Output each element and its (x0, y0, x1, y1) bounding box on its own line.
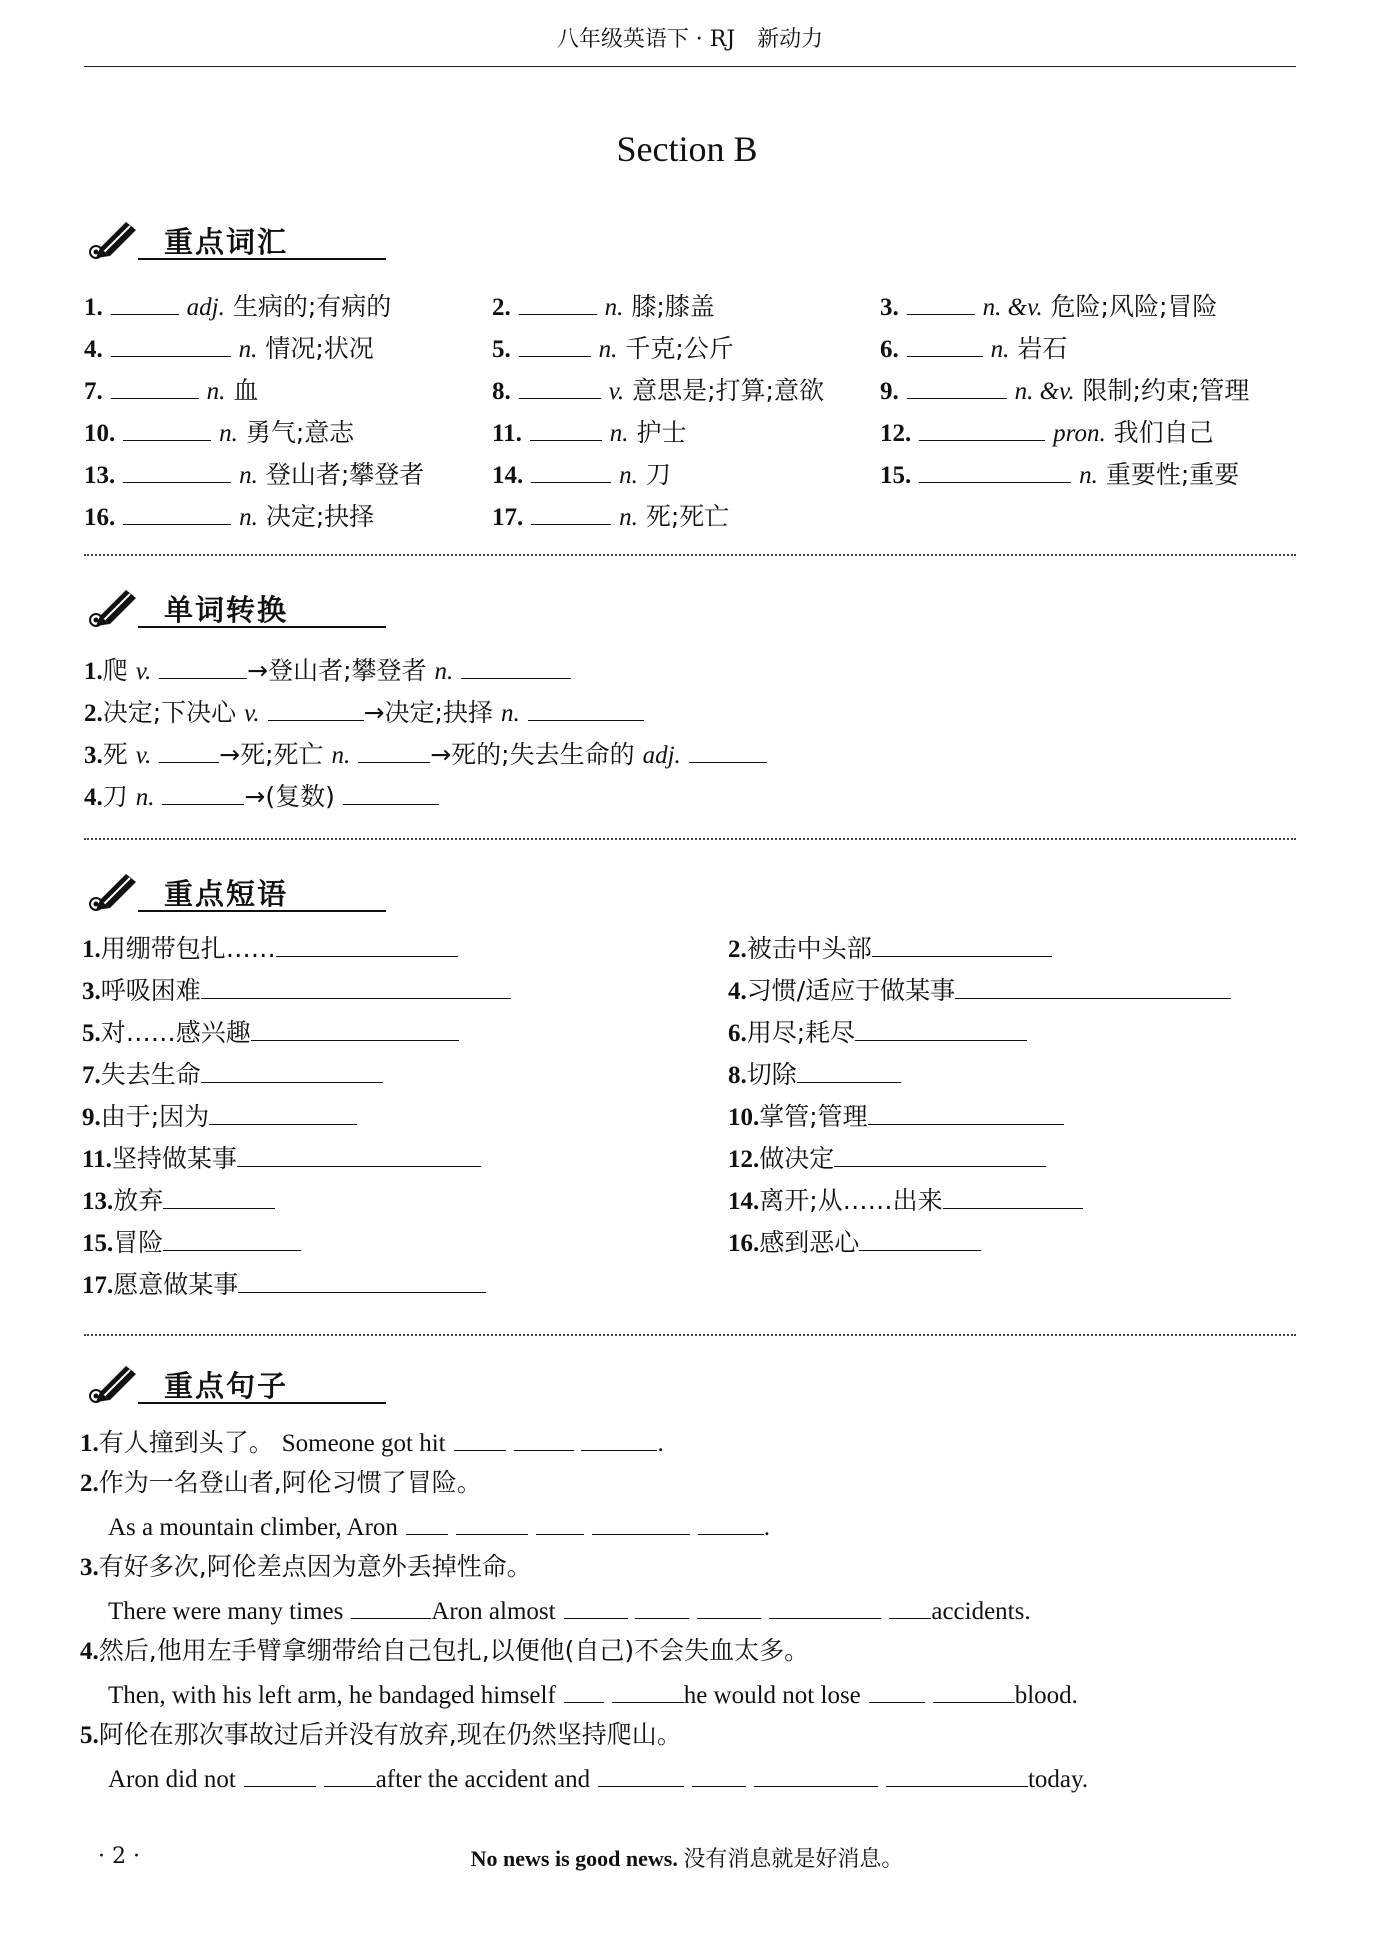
sentence-english: As a mountain climber, Aron . (108, 1508, 770, 1545)
answer-blank[interactable] (933, 1676, 1015, 1703)
vocab-item: 16. n. 决定;抉择 (84, 498, 374, 535)
answer-blank[interactable] (592, 1508, 690, 1535)
pen-icon (86, 1362, 146, 1406)
phrase-item: 9.由于;因为 (82, 1098, 357, 1135)
vocab-heading (86, 218, 386, 262)
answer-blank[interactable] (209, 1098, 357, 1125)
vocab-item: 5. n. 千克;公斤 (492, 330, 734, 367)
answer-blank[interactable] (872, 930, 1052, 957)
answer-blank[interactable] (123, 498, 231, 525)
answer-blank[interactable] (162, 778, 244, 805)
answer-blank[interactable] (201, 972, 511, 999)
vocab-item: 9. n. &v. 限制;约束;管理 (880, 372, 1249, 409)
vocab-item: 8. v. 意思是;打算;意欲 (492, 372, 824, 409)
answer-blank[interactable] (531, 498, 611, 525)
vocab-heading-label: 重点词汇 (164, 225, 289, 259)
vocab-item: 10. n. 勇气;意志 (84, 414, 354, 451)
pen-icon (86, 218, 146, 262)
answer-blank[interactable] (907, 288, 975, 315)
phrase-item: 3.呼吸困难 (82, 972, 511, 1009)
pen-icon (86, 586, 146, 630)
sentence-english: There were many times Aron almost accidents. (108, 1592, 1031, 1629)
answer-blank[interactable] (564, 1676, 604, 1703)
answer-blank[interactable] (530, 414, 602, 441)
answer-blank[interactable] (564, 1592, 628, 1619)
vocab-item: 11. n. 护士 (492, 414, 687, 451)
answer-blank[interactable] (454, 1424, 506, 1451)
header-title: 八年级英语下 · RJ 新动力 (556, 27, 824, 52)
phrase-item: 16.感到恶心 (728, 1224, 981, 1261)
sentence-item: 3.有好多次,阿伦差点因为意外丢掉性命。 (80, 1552, 532, 1581)
answer-blank[interactable] (581, 1424, 657, 1451)
vocab-item: 14. n. 刀 (492, 456, 671, 493)
dotted-divider (84, 1334, 1296, 1336)
answer-blank[interactable] (111, 372, 199, 399)
phrase-item: 13.放弃 (82, 1182, 275, 1219)
sentence-item: 5.阿伦在那次事故过后并没有放弃,现在仍然坚持爬山。 (80, 1720, 682, 1749)
answer-blank[interactable] (201, 1056, 383, 1083)
answer-blank[interactable] (689, 736, 767, 763)
answer-blank[interactable] (635, 1592, 689, 1619)
phrase-item: 6.用尽;耗尽 (728, 1014, 1027, 1051)
dotted-divider (84, 554, 1296, 556)
answer-blank[interactable] (358, 736, 430, 763)
answer-blank[interactable] (868, 1098, 1064, 1125)
answer-blank[interactable] (514, 1424, 574, 1451)
answer-blank[interactable] (919, 456, 1071, 483)
heading-underline (138, 910, 386, 912)
answer-blank[interactable] (834, 1140, 1046, 1167)
pen-icon (86, 870, 146, 914)
answer-blank[interactable] (697, 1592, 761, 1619)
sentence-english: Then, with his left arm, he bandaged himself he would not lose blood. (108, 1676, 1078, 1713)
heading-underline (138, 258, 386, 260)
vocab-item: 2. n. 膝;膝盖 (492, 288, 715, 325)
proverb-english: No news is good news. (470, 1846, 678, 1871)
sentence-item: 2.作为一名登山者,阿伦习惯了冒险。 (80, 1468, 482, 1497)
vocab-item: 6. n. 岩石 (880, 330, 1067, 367)
heading-underline (138, 1402, 386, 1404)
phrase-item: 1.用绷带包扎…… (82, 930, 458, 967)
convert-item: 3.死 v. →死;死亡 n. →死的;失去生命的 adj. (84, 736, 767, 773)
answer-blank[interactable] (238, 1266, 486, 1293)
phrase-item: 5.对……感兴趣 (82, 1014, 459, 1051)
page-number: · 2 · (98, 1844, 140, 1869)
answer-blank[interactable] (456, 1508, 528, 1535)
dotted-divider (84, 838, 1296, 840)
answer-blank[interactable] (692, 1760, 746, 1787)
answer-blank[interactable] (869, 1676, 925, 1703)
answer-blank[interactable] (351, 1592, 431, 1619)
sentences-heading-label: 重点句子 (164, 1369, 289, 1403)
answer-blank[interactable] (159, 736, 219, 763)
vocab-item: 3. n. &v. 危险;风险;冒险 (880, 288, 1217, 325)
answer-blank[interactable] (598, 1760, 684, 1787)
answer-blank[interactable] (754, 1760, 878, 1787)
answer-blank[interactable] (886, 1760, 1028, 1787)
phrase-item: 11.坚持做某事 (82, 1140, 481, 1177)
answer-blank[interactable] (324, 1760, 376, 1787)
answer-blank[interactable] (519, 288, 597, 315)
answer-blank[interactable] (955, 972, 1231, 999)
vocab-item: 12. pron. 我们自己 (880, 414, 1214, 451)
answer-blank[interactable] (531, 456, 611, 483)
sentences-heading (86, 1362, 386, 1406)
phrases-heading (86, 870, 386, 914)
answer-blank[interactable] (855, 1014, 1027, 1041)
answer-blank[interactable] (797, 1056, 901, 1083)
answer-blank[interactable] (123, 414, 211, 441)
vocab-item: 13. n. 登山者;攀登者 (84, 456, 424, 493)
vocab-item: 7. n. 血 (84, 372, 258, 409)
answer-blank[interactable] (251, 1014, 459, 1041)
answer-blank[interactable] (769, 1592, 881, 1619)
answer-blank[interactable] (276, 930, 458, 957)
proverb-chinese: 没有消息就是好消息。 (683, 1847, 904, 1872)
answer-blank[interactable] (244, 1760, 316, 1787)
vocab-item: 1. adj. 生病的;有病的 (84, 288, 391, 325)
answer-blank[interactable] (943, 1182, 1083, 1209)
answer-blank[interactable] (907, 330, 983, 357)
answer-blank[interactable] (907, 372, 1007, 399)
heading-underline (138, 626, 386, 628)
answer-blank[interactable] (237, 1140, 481, 1167)
phrase-item: 4.习惯/适应于做某事 (728, 972, 1231, 1009)
vocab-item: 17. n. 死;死亡 (492, 498, 729, 535)
answer-blank[interactable] (163, 1182, 275, 1209)
answer-blank[interactable] (111, 330, 231, 357)
page-header (84, 22, 1296, 67)
vocab-item: 4. n. 情况;状况 (84, 330, 374, 367)
convert-item: 1.爬 v. →登山者;攀登者 n. (84, 652, 571, 689)
phrase-item: 7.失去生命 (82, 1056, 383, 1093)
convert-item: 4.刀 n. →(复数) (84, 778, 439, 815)
answer-blank[interactable] (889, 1592, 931, 1619)
answer-blank[interactable] (528, 694, 644, 721)
sentence-item: 1.有人撞到头了。 Someone got hit . (80, 1424, 664, 1461)
footer-proverb (0, 1842, 1374, 1873)
answer-blank[interactable] (859, 1224, 981, 1251)
answer-blank[interactable] (268, 694, 364, 721)
phrases-heading-label: 重点短语 (164, 877, 289, 911)
answer-blank[interactable] (343, 778, 439, 805)
answer-blank[interactable] (123, 456, 231, 483)
vocab-item: 15. n. 重要性;重要 (880, 456, 1239, 493)
answer-blank[interactable] (536, 1508, 584, 1535)
answer-blank[interactable] (159, 652, 247, 679)
answer-blank[interactable] (612, 1676, 684, 1703)
answer-blank[interactable] (111, 288, 179, 315)
phrase-item: 12.做决定 (728, 1140, 1046, 1177)
phrase-item: 8.切除 (728, 1056, 901, 1093)
answer-blank[interactable] (406, 1508, 448, 1535)
answer-blank[interactable] (519, 372, 601, 399)
phrase-item: 10.掌管;管理 (728, 1098, 1064, 1135)
sentence-item: 4.然后,他用左手臂拿绷带给自己包扎,以便他(自己)不会失血太多。 (80, 1636, 810, 1665)
convert-item: 2.决定;下决心 v. →决定;抉择 n. (84, 694, 644, 731)
answer-blank[interactable] (519, 330, 591, 357)
phrase-item: 17.愿意做某事 (82, 1266, 486, 1303)
answer-blank[interactable] (163, 1224, 301, 1251)
answer-blank[interactable] (461, 652, 571, 679)
section-title: Section B (616, 129, 758, 169)
phrase-item: 14.离开;从……出来 (728, 1182, 1083, 1219)
phrase-item: 2.被击中头部 (728, 930, 1052, 967)
phrase-item: 15.冒险 (82, 1224, 301, 1261)
answer-blank[interactable] (919, 414, 1045, 441)
convert-heading-label: 单词转换 (164, 593, 289, 627)
answer-blank[interactable] (698, 1508, 764, 1535)
sentence-english: Aron did not after the accident and today. (108, 1760, 1088, 1797)
convert-heading (86, 586, 386, 630)
